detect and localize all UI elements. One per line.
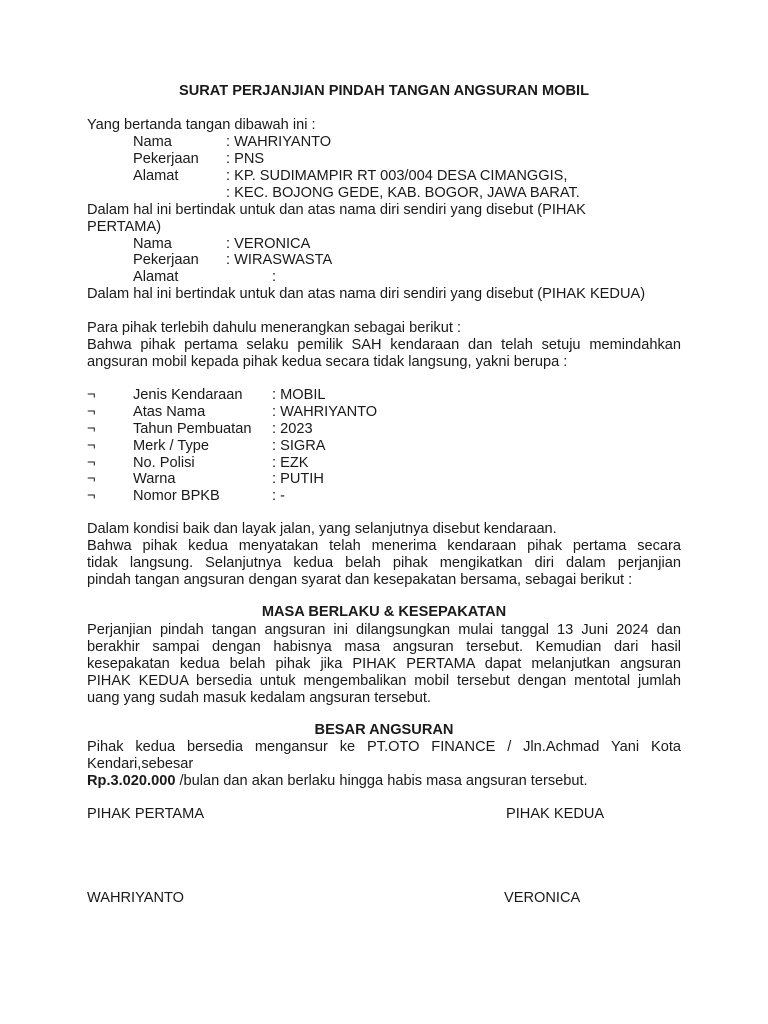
vehicle-owner-label: Atas Nama bbox=[133, 404, 206, 420]
vehicle-color-label: Warna bbox=[133, 471, 176, 487]
party1-job-value: : PNS bbox=[226, 151, 265, 167]
bullet-icon: ¬ bbox=[87, 438, 96, 454]
agreement-line-2: tidak langsung. Selanjutnya kedua belah pihak mengikatkan diri dalam perjanjian bbox=[87, 555, 681, 571]
bullet-icon: ¬ bbox=[87, 488, 96, 504]
bullet-icon: ¬ bbox=[87, 455, 96, 471]
party1-job-label: Pekerjaan bbox=[133, 151, 199, 167]
bullet-icon: ¬ bbox=[87, 387, 96, 403]
section-heading-installment: BESAR ANGSURAN bbox=[314, 722, 454, 738]
condition-text: Dalam kondisi baik dan layak jalan, yang selanjutnya disebut kendaraan. bbox=[87, 521, 557, 537]
vehicle-brand-label: Merk / Type bbox=[133, 438, 209, 454]
vehicle-year-label: Tahun Pembuatan bbox=[133, 421, 252, 437]
party1-address-value-2: : KEC. BOJONG GEDE, KAB. BOGOR, JAWA BARAT. bbox=[226, 185, 580, 201]
installment-amount-line bbox=[87, 773, 588, 790]
statement-line-1: Bahwa pihak pertama selaku pemilik SAH kendaraan dan telah setuju memindahkan bbox=[87, 337, 681, 353]
signature-title-second-party: PIHAK KEDUA bbox=[506, 806, 605, 822]
validity-line-1: Perjanjian pindah tangan angsuran ini dilangsungkan mulai tanggal 13 Juni 2024 dan bbox=[87, 622, 681, 638]
vehicle-owner-value: : WAHRIYANTO bbox=[272, 404, 378, 420]
party2-role-line: Dalam hal ini bertindak untuk dan atas nama diri sendiri yang disebut (PIHAK KEDUA) bbox=[87, 286, 646, 302]
vehicle-type-value: : MOBIL bbox=[272, 387, 326, 403]
signature-name-second-party: VERONICA bbox=[504, 890, 581, 906]
signature-title-first-party: PIHAK PERTAMA bbox=[87, 806, 205, 822]
vehicle-color-value: : PUTIH bbox=[272, 471, 324, 487]
bullet-icon: ¬ bbox=[87, 421, 96, 437]
party1-role-line-1: Dalam hal ini bertindak untuk dan atas nama diri sendiri yang disebut (PIHAK bbox=[87, 202, 586, 218]
intro-text: Yang bertanda tangan dibawah ini : bbox=[87, 117, 316, 133]
party2-job-value: : WIRASWASTA bbox=[226, 252, 333, 268]
installment-line-2: Kendari,sebesar bbox=[87, 756, 194, 772]
bullet-icon: ¬ bbox=[87, 404, 96, 420]
document-title: SURAT PERJANJIAN PINDAH TANGAN ANGSURAN MOBIL bbox=[179, 83, 589, 99]
vehicle-year-value: : 2023 bbox=[272, 421, 313, 437]
statement-intro: Para pihak terlebih dahulu menerangkan sebagai berikut : bbox=[87, 320, 462, 336]
signature-name-first-party: WAHRIYANTO bbox=[87, 890, 185, 906]
vehicle-bpkb-value: : - bbox=[272, 488, 285, 504]
validity-line-4: PIHAK KEDUA bersedia untuk mengembalikan mobil tersebut dengan mentotal jumlah bbox=[87, 673, 681, 689]
party2-name-label: Nama bbox=[133, 236, 172, 252]
vehicle-plate-label: No. Polisi bbox=[133, 455, 195, 471]
party1-address-label: Alamat bbox=[133, 168, 179, 184]
installment-line-1: Pihak kedua bersedia mengansur ke PT.OTO FINANCE / Jln.Achmad Yani Kota bbox=[87, 739, 681, 755]
section-heading-validity: MASA BERLAKU & KESEPAKATAN bbox=[261, 604, 507, 620]
party2-name-value: : VERONICA bbox=[226, 236, 311, 252]
agreement-line-1: Bahwa pihak kedua menyatakan telah menerima kendaraan pihak pertama secara bbox=[87, 538, 681, 554]
installment-amount: Rp.3.020.000 bbox=[87, 773, 176, 789]
party2-job-label: Pekerjaan bbox=[133, 252, 199, 268]
bullet-icon: ¬ bbox=[87, 471, 96, 487]
party1-role-line-2: PERTAMA) bbox=[87, 219, 162, 235]
installment-amount-rest: /bulan dan akan berlaku hingga habis masa angsuran tersebut. bbox=[175, 773, 588, 789]
statement-line-2: angsuran mobil kepada pihak kedua secara tidak langsung, yakni berupa : bbox=[87, 354, 568, 370]
party2-address-value: : bbox=[272, 269, 277, 285]
vehicle-type-label: Jenis Kendaraan bbox=[133, 387, 243, 403]
validity-line-3: kesepakatan kedua belah pihak jika PIHAK PERTAMA dapat melanjutkan angsuran bbox=[87, 656, 681, 672]
validity-line-2: berakhir sampai dengan habisnya masa angsuran tersebut. Kemudian dari hasil bbox=[87, 639, 681, 655]
party1-name-label: Nama bbox=[133, 134, 172, 150]
vehicle-bpkb-label: Nomor BPKB bbox=[133, 488, 220, 504]
validity-line-5: uang yang sudah masuk kedalam angsuran tersebut. bbox=[87, 690, 431, 706]
party2-address-label: Alamat bbox=[133, 269, 179, 285]
vehicle-brand-value: : SIGRA bbox=[272, 438, 326, 454]
agreement-line-3: pindah tangan angsuran dengan syarat dan kesepakatan bersama, sebagai berikut : bbox=[87, 572, 633, 588]
party1-name-value: : WAHRIYANTO bbox=[226, 134, 332, 150]
vehicle-plate-value: : EZK bbox=[272, 455, 309, 471]
party1-address-value-1: : KP. SUDIMAMPIR RT 003/004 DESA CIMANGGIS, bbox=[226, 168, 568, 184]
